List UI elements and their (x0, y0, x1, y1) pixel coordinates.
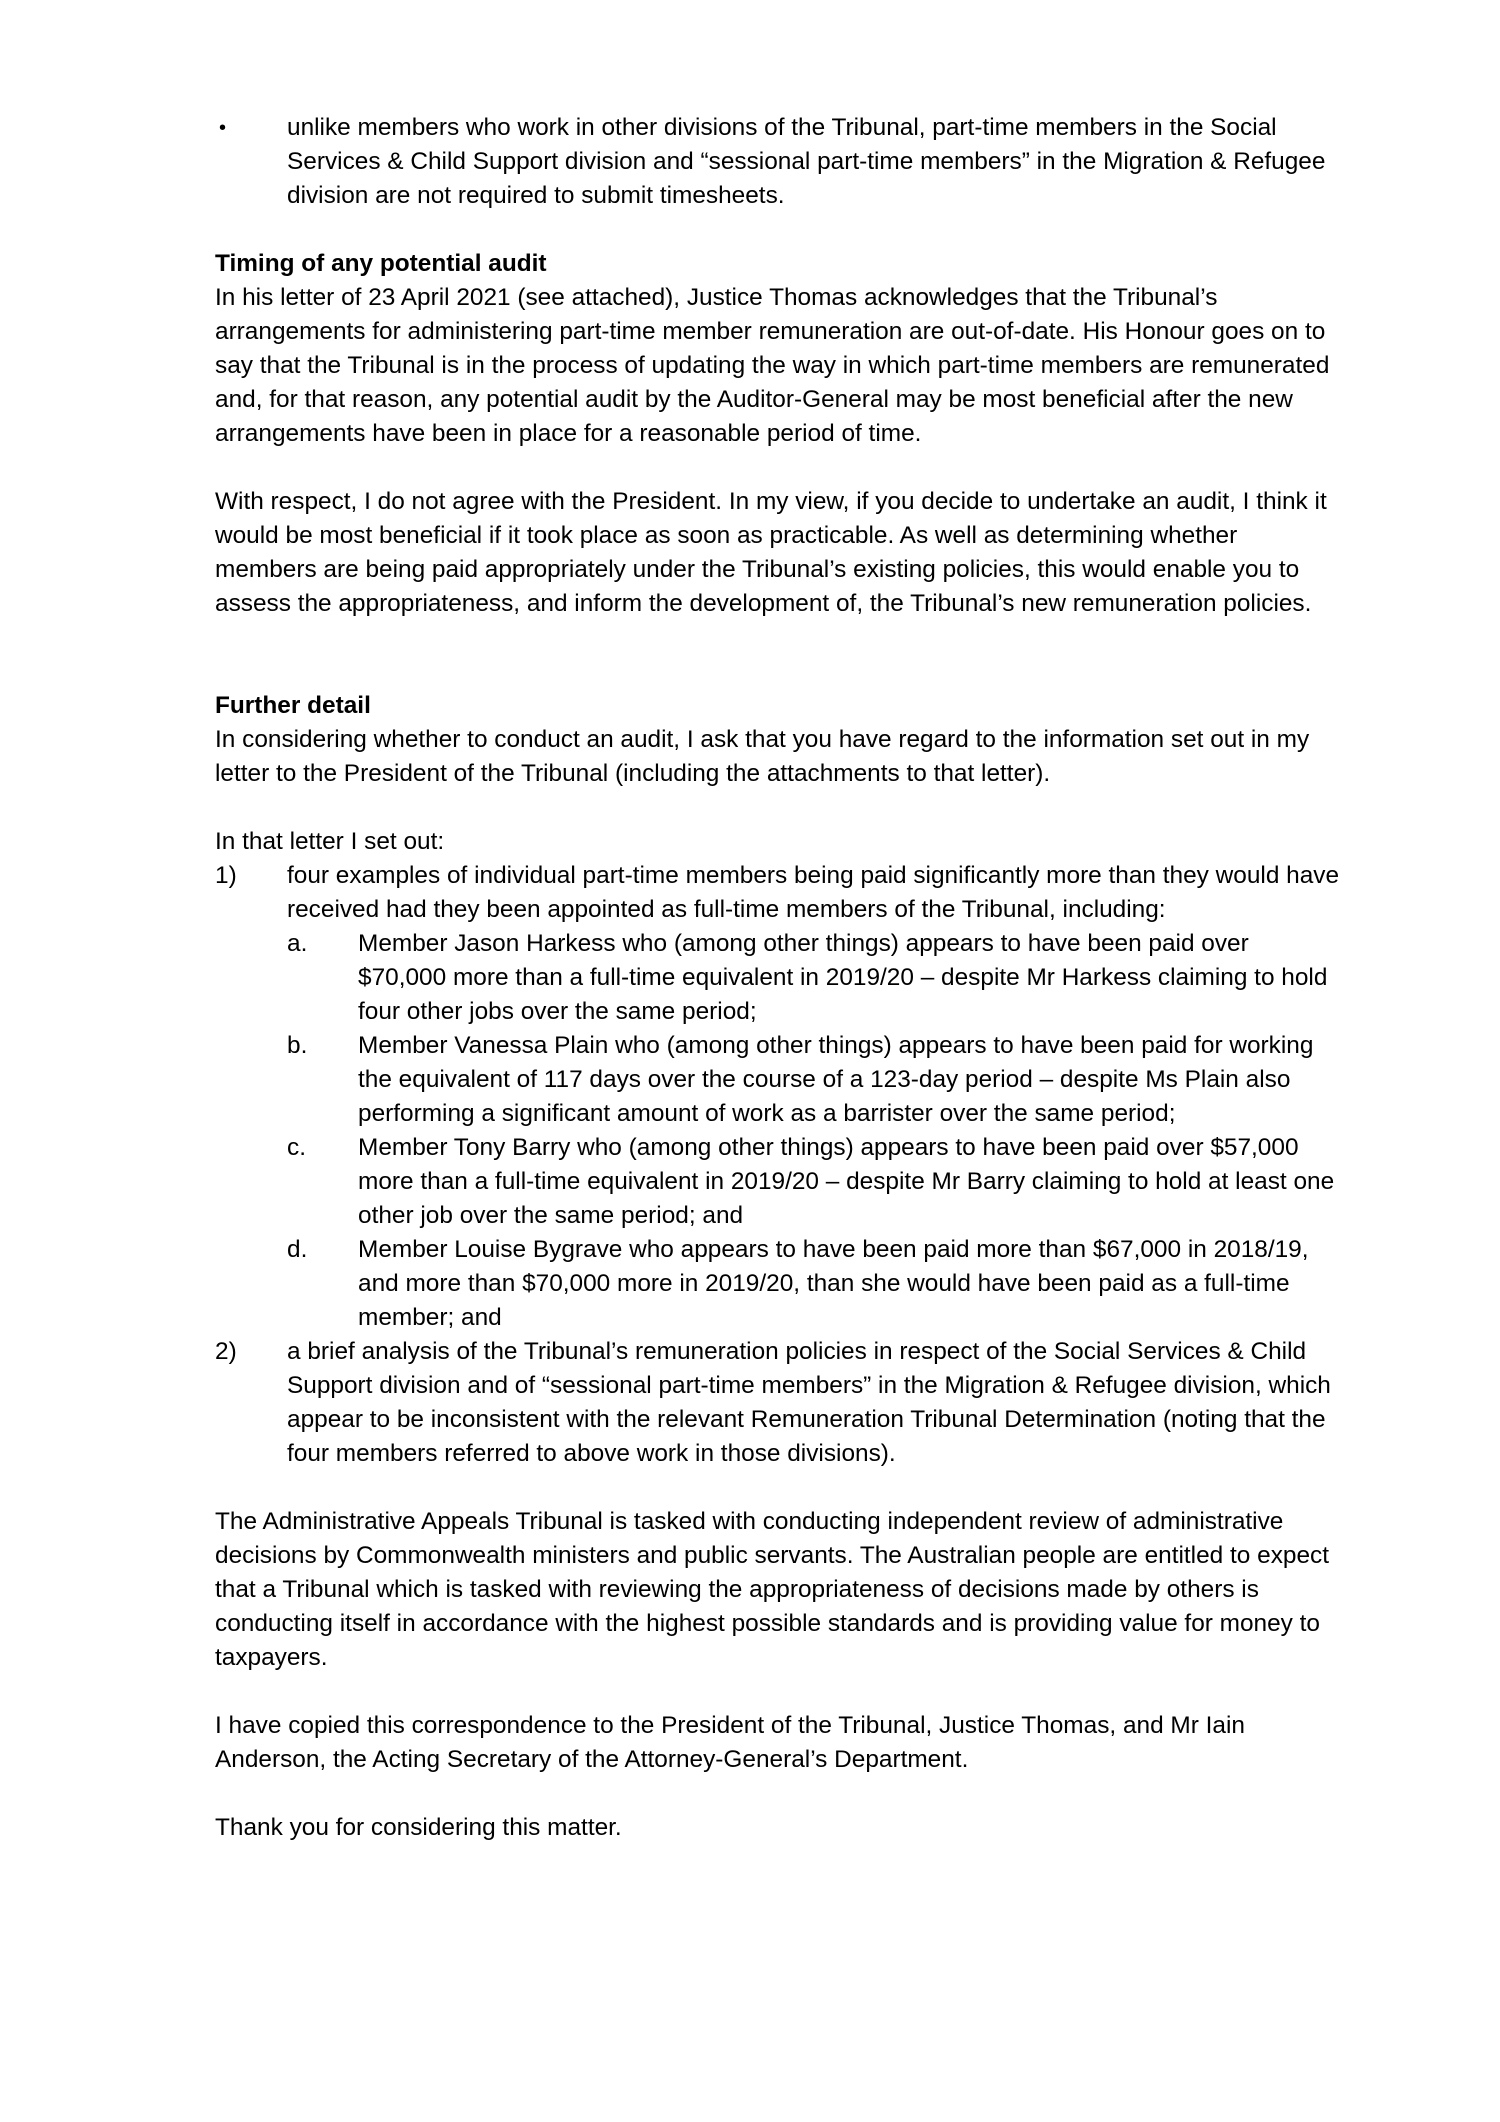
sub-item-marker: c. (287, 1134, 306, 1161)
timing-paragraph-2: With respect, I do not agree with the President. In my view, if you decide to undertake an audit, I think it would be most beneficial if it took place as soon as practicable. As well as determining whether members are being paid appropriately under the Tribunal’s existing policies, this would enable you to assess the appropriateness, and inform the development of, the Tribunal’s new remuneration policies. (215, 488, 1327, 617)
list-marker: 1) (215, 862, 237, 889)
list-intro: In that letter I set out: (215, 828, 445, 855)
sub-item-a (215, 927, 1340, 1029)
bullet-text: unlike members who work in other divisions of the Tribunal, part-time members in the Social Services & Child Support division and “sessional part-time members” in the Migration & Refugee division are not required to submit timesheets. (287, 114, 1326, 209)
timing-paragraph-1: In his letter of 23 April 2021 (see attached), Justice Thomas acknowledges that the Tribunal’s arrangements for administering part-time member remuneration are out-of-date. His Honour goes on to say that the Tribunal is in the process of updating the way in which part-time members are remunerated and, for that reason, any potential audit by the Auditor-General may be most beneficial after the new arrangements have been in place for a reasonable period of time. (215, 284, 1330, 447)
sub-item-marker: a. (287, 930, 308, 957)
bullet-marker: • (219, 117, 227, 139)
sub-item-text: Member Vanessa Plain who (among other things) appears to have been paid for working the equivalent of 117 days over the course of a 123-day period – despite Ms Plain also performing a significant amount of work as a barrister over the same period; (358, 1032, 1314, 1127)
letter-page (215, 111, 1340, 1845)
sub-item-d (215, 1233, 1340, 1335)
sub-item-marker: d. (287, 1236, 308, 1263)
further-paragraph-2: The Administrative Appeals Tribunal is tasked with conducting independent review of administrative decisions by Commonwealth ministers and public servants. The Australian people are entitled to expect that a Tribunal which is tasked with reviewing the appropriateness of decisions made by others is conducting itself in accordance with the highest possible standards and is providing value for money to taxpayers. (215, 1508, 1329, 1671)
further-heading: Further detail (215, 692, 371, 719)
list-item-1 (215, 859, 1340, 927)
list-marker: 2) (215, 1338, 237, 1365)
further-paragraph-3: I have copied this correspondence to the President of the Tribunal, Justice Thomas, and Mr Iain Anderson, the Acting Secretary of the Attorney-General’s Department. (215, 1712, 1245, 1773)
list-item-text: a brief analysis of the Tribunal’s remuneration policies in respect of the Social Services & Child Support division and of “sessional part-time members” in the Migration & Refugee division, which appear to be inconsistent with the relevant Remuneration Tribunal Determination (noting that the four members referred to above work in those divisions). (287, 1338, 1331, 1467)
sub-item-marker: b. (287, 1032, 308, 1059)
closing-line: Thank you for considering this matter. (215, 1814, 622, 1841)
sub-item-text: Member Jason Harkess who (among other things) appears to have been paid over $70,000 more than a full-time equivalent in 2019/20 – despite Mr Harkess claiming to hold four other jobs over the same period; (358, 930, 1328, 1025)
sub-item-b (215, 1029, 1340, 1131)
sub-item-text: Member Louise Bygrave who appears to have been paid more than $67,000 in 2018/19, and more than $70,000 more in 2019/20, than she would have been paid as a full-time member; and (358, 1236, 1309, 1331)
list-item-text: four examples of individual part-time members being paid significantly more than they would have received had they been appointed as full-time members of the Tribunal, including: (287, 862, 1340, 923)
list-item-2 (215, 1335, 1340, 1471)
sub-item-c (215, 1131, 1340, 1233)
bullet-item (215, 111, 1340, 213)
timing-heading: Timing of any potential audit (215, 250, 547, 277)
further-paragraph-1: In considering whether to conduct an audit, I ask that you have regard to the information set out in my letter to the President of the Tribunal (including the attachments to that letter). (215, 726, 1310, 787)
sub-item-text: Member Tony Barry who (among other things) appears to have been paid over $57,000 more than a full-time equivalent in 2019/20 – despite Mr Barry claiming to hold at least one other job over the same period; and (358, 1134, 1335, 1229)
